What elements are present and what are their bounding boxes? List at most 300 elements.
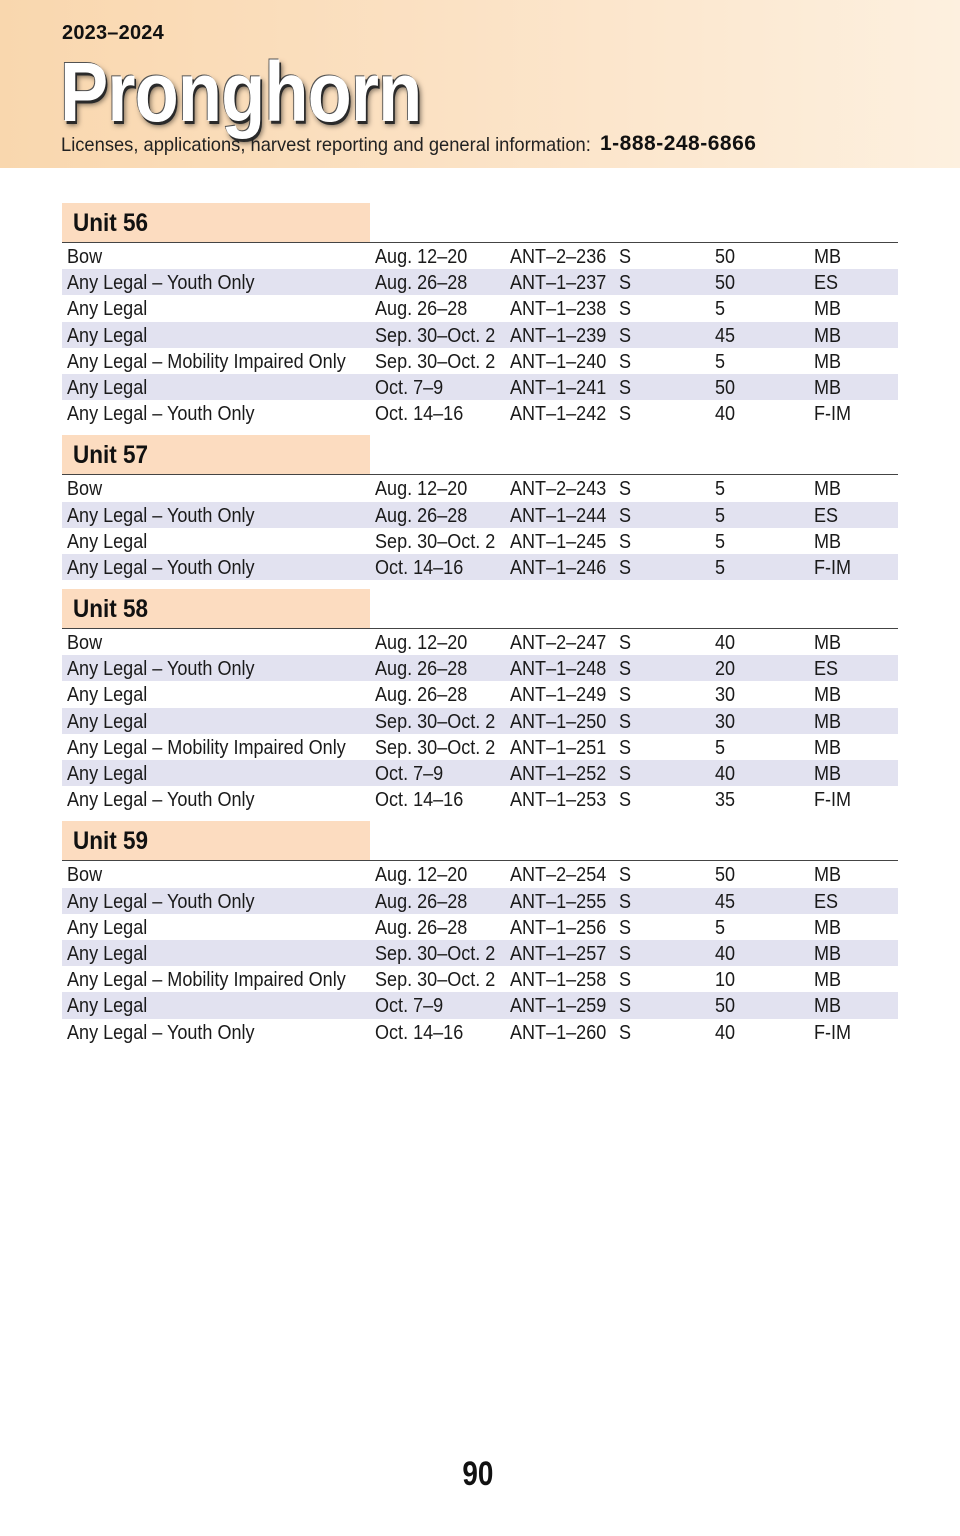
hunt-s-code-text: S [619, 657, 632, 681]
table-row [62, 554, 898, 580]
weapon-method-text: MB [814, 683, 842, 707]
hunt-code [510, 992, 619, 1019]
weapon-method-text: ES [814, 889, 839, 913]
hunt-dates [375, 400, 475, 427]
license-count [715, 348, 726, 375]
hunt-type [67, 348, 384, 375]
hunt-dates-text: Sep. 30–Oct. 2 [375, 968, 496, 992]
hunt-type-text: Any Legal – Youth Only [67, 1020, 255, 1044]
hunt-type-text: Any Legal – Youth Only [67, 555, 255, 579]
license-count-text: 5 [715, 529, 726, 553]
hunt-dates [375, 888, 480, 915]
hunt-dates-text: Aug. 26–28 [375, 271, 468, 295]
hunt-code [510, 554, 619, 581]
weapon-method [814, 400, 856, 427]
hunt-type [67, 888, 280, 915]
license-count-text: 30 [715, 683, 736, 707]
hunt-s-code [619, 734, 633, 761]
hunt-code [510, 348, 619, 375]
hunt-code-text: ANT–1–251 [510, 735, 607, 759]
hunt-type-text: Any Legal [67, 297, 148, 321]
hunt-type [67, 992, 158, 1019]
license-count-text: 10 [715, 968, 736, 992]
license-count-text: 5 [715, 297, 726, 321]
hunt-s-code [619, 888, 633, 915]
license-count-text: 50 [715, 863, 736, 887]
hunt-dates [375, 554, 475, 581]
hunt-dates [375, 629, 480, 656]
hunt-dates [375, 655, 480, 682]
weapon-method [814, 295, 845, 322]
hunt-type [67, 861, 107, 888]
license-count-text: 5 [715, 735, 726, 759]
hunt-code [510, 295, 619, 322]
hunt-dates-text: Aug. 26–28 [375, 915, 468, 939]
weapon-method-text: MB [814, 245, 842, 268]
hunt-code [510, 966, 619, 993]
license-count-text: 50 [715, 375, 736, 399]
license-count [715, 475, 726, 502]
hunt-type [67, 1019, 280, 1046]
license-count [715, 760, 738, 787]
weapon-method-text: MB [814, 349, 842, 373]
hunt-s-code-text: S [619, 968, 632, 992]
hunt-code-text: ANT–1–238 [510, 297, 607, 321]
hunt-type-text: Any Legal – Youth Only [67, 788, 255, 812]
table-row [62, 348, 898, 374]
hunt-type [67, 374, 158, 401]
hunt-code [510, 528, 619, 555]
hunt-code-text: ANT–1–256 [510, 915, 607, 939]
hunt-code [510, 708, 619, 735]
license-count [715, 295, 726, 322]
hunt-s-code [619, 475, 633, 502]
hunt-s-code [619, 1019, 633, 1046]
hunt-type-text: Any Legal – Youth Only [67, 889, 255, 913]
weapon-method [814, 966, 845, 993]
hunt-type-text: Bow [67, 631, 103, 655]
weapon-method [814, 940, 845, 967]
table-row [62, 708, 898, 734]
hunt-code [510, 655, 619, 682]
hunt-code [510, 786, 619, 813]
hunt-code [510, 322, 619, 349]
hunt-dates [375, 1019, 475, 1046]
hunt-tables [62, 203, 898, 1054]
unit-title [62, 821, 370, 860]
hunt-code [510, 914, 619, 941]
hunt-s-code-text: S [619, 529, 632, 553]
table-row [62, 295, 898, 321]
hunt-dates-text: Aug. 12–20 [375, 631, 468, 655]
table-row [62, 629, 898, 655]
season-label: 2023–2024 [62, 22, 164, 44]
weapon-method [814, 914, 845, 941]
hunt-dates [375, 992, 453, 1019]
hunt-type [67, 629, 107, 656]
hunt-code-text: ANT–1–246 [510, 555, 607, 579]
weapon-method-text: MB [814, 323, 842, 347]
license-count [715, 243, 738, 270]
hunt-code-text: ANT–1–239 [510, 323, 607, 347]
hunt-code [510, 243, 619, 270]
license-count [715, 655, 738, 682]
table-row [62, 861, 898, 887]
table-row [62, 269, 898, 295]
hunt-dates [375, 269, 480, 296]
hunt-dates [375, 861, 480, 888]
hunt-code [510, 475, 619, 502]
hunt-type [67, 734, 384, 761]
hunt-type [67, 966, 384, 993]
hunt-type-text: Any Legal [67, 994, 148, 1018]
hunt-type [67, 295, 158, 322]
license-count-text: 40 [715, 762, 736, 785]
weapon-method [814, 322, 845, 349]
hunt-dates [375, 322, 512, 349]
contact-label: Licenses, applications, harvest reporting and general information: [61, 134, 591, 156]
license-count-text: 40 [715, 402, 736, 426]
hunt-dates-text: Aug. 26–28 [375, 297, 468, 321]
hunt-type [67, 786, 280, 813]
hunt-dates-text: Oct. 14–16 [375, 402, 464, 426]
unit-header [62, 589, 898, 629]
license-count-text: 50 [715, 994, 736, 1018]
license-count-text: 20 [715, 657, 736, 681]
hunt-s-code-text: S [619, 941, 632, 965]
weapon-method [814, 554, 856, 581]
license-count [715, 966, 738, 993]
weapon-method-text: F-IM [814, 788, 852, 812]
table-row [62, 681, 898, 707]
hunt-dates-text: Aug. 12–20 [375, 245, 468, 268]
table-row [62, 888, 898, 914]
hunt-dates-text: Sep. 30–Oct. 2 [375, 529, 496, 553]
hunt-type-text: Any Legal [67, 709, 148, 733]
hunt-code-text: ANT–1–241 [510, 375, 607, 399]
hunt-code-text: ANT–1–259 [510, 994, 607, 1018]
weapon-method [814, 888, 841, 915]
hunt-dates-text: Aug. 12–20 [375, 863, 468, 887]
hunt-s-code [619, 992, 633, 1019]
hunt-type-text: Any Legal – Youth Only [67, 402, 255, 426]
table-row [62, 760, 898, 786]
hunt-s-code [619, 348, 633, 375]
phone-number: 1-888-248-6866 [600, 132, 757, 155]
weapon-method-text: MB [814, 735, 842, 759]
table-row [62, 940, 898, 966]
hunt-s-code-text: S [619, 555, 632, 579]
hunt-type-text: Any Legal – Youth Only [67, 503, 255, 527]
hunt-type-text: Bow [67, 245, 103, 268]
weapon-method [814, 475, 845, 502]
hunt-type [67, 681, 158, 708]
unit-title [62, 589, 370, 628]
hunt-dates-text: Sep. 30–Oct. 2 [375, 323, 496, 347]
hunt-type-text: Bow [67, 863, 103, 887]
hunt-dates-text: Aug. 26–28 [375, 657, 468, 681]
hunt-dates-text: Aug. 26–28 [375, 503, 468, 527]
hunt-code [510, 629, 619, 656]
license-count-text: 40 [715, 631, 736, 655]
hunt-dates-text: Oct. 7–9 [375, 994, 444, 1018]
hunt-s-code [619, 295, 633, 322]
unit-title [62, 203, 370, 242]
hunt-dates [375, 348, 512, 375]
weapon-method-text: MB [814, 631, 842, 655]
license-count-text: 30 [715, 709, 736, 733]
hunt-code-text: ANT–1–250 [510, 709, 607, 733]
hunt-dates [375, 914, 480, 941]
hunt-dates [375, 966, 512, 993]
page-number-text: 90 [462, 1455, 494, 1493]
hunt-s-code [619, 400, 633, 427]
hunt-type-text: Any Legal – Mobility Impaired Only [67, 968, 346, 992]
hunt-s-code [619, 322, 633, 349]
hunt-s-code-text: S [619, 297, 632, 321]
hunt-dates [375, 295, 480, 322]
weapon-method [814, 760, 845, 787]
table-row [62, 786, 898, 812]
weapon-method-text: MB [814, 863, 842, 887]
hunt-code [510, 861, 619, 888]
weapon-method-text: MB [814, 915, 842, 939]
hunt-dates [375, 708, 512, 735]
hunt-dates-text: Oct. 14–16 [375, 1020, 464, 1044]
hunt-dates [375, 734, 512, 761]
weapon-method-text: F-IM [814, 555, 852, 579]
hunt-type-text: Any Legal [67, 915, 148, 939]
hunt-code [510, 502, 619, 529]
hunt-code [510, 681, 619, 708]
hunt-dates-text: Sep. 30–Oct. 2 [375, 709, 496, 733]
license-count-text: 40 [715, 941, 736, 965]
hunt-s-code-text: S [619, 762, 632, 785]
hunt-dates-text: Oct. 14–16 [375, 555, 464, 579]
hunt-s-code [619, 655, 633, 682]
hunt-code-text: ANT–2–254 [510, 863, 607, 887]
weapon-method [814, 992, 845, 1019]
hunt-dates-text: Oct. 14–16 [375, 788, 464, 812]
hunt-dates [375, 940, 512, 967]
table-row [62, 734, 898, 760]
table-row [62, 502, 898, 528]
hunt-type-text: Any Legal – Mobility Impaired Only [67, 349, 346, 373]
unit-title [62, 435, 370, 474]
table-row [62, 1019, 898, 1045]
unit-table [62, 203, 898, 426]
unit-header [62, 821, 898, 861]
hunt-type [67, 502, 280, 529]
hunt-dates [375, 528, 512, 555]
weapon-method [814, 681, 845, 708]
hunt-s-code-text: S [619, 245, 632, 268]
license-count [715, 940, 738, 967]
weapon-method [814, 502, 841, 529]
license-count [715, 888, 738, 915]
hunt-s-code-text: S [619, 402, 632, 426]
license-count-text: 45 [715, 323, 736, 347]
table-row [62, 914, 898, 940]
hunt-dates-text: Sep. 30–Oct. 2 [375, 941, 496, 965]
hunt-s-code [619, 502, 633, 529]
license-count [715, 528, 726, 555]
hunt-type [67, 914, 158, 941]
hunt-dates [375, 374, 453, 401]
hunt-code-text: ANT–1–245 [510, 529, 607, 553]
hunt-dates-text: Oct. 7–9 [375, 762, 444, 785]
hunt-s-code [619, 966, 633, 993]
hunt-s-code [619, 528, 633, 555]
hunt-s-code-text: S [619, 735, 632, 759]
hunt-code-text: ANT–2–236 [510, 245, 607, 268]
hunt-type-text: Any Legal [67, 683, 148, 707]
hunt-dates [375, 475, 480, 502]
hunt-code [510, 888, 619, 915]
hunt-code-text: ANT–1–249 [510, 683, 607, 707]
hunt-type [67, 475, 107, 502]
hunt-code-text: ANT–1–248 [510, 657, 607, 681]
hunt-dates [375, 760, 453, 787]
weapon-method [814, 1019, 856, 1046]
hunt-s-code [619, 786, 633, 813]
hunt-dates-text: Sep. 30–Oct. 2 [375, 349, 496, 373]
hunt-type [67, 760, 158, 787]
unit-header [62, 203, 898, 243]
license-count [715, 681, 738, 708]
license-count-text: 50 [715, 245, 736, 268]
page-number [0, 1455, 956, 1494]
hunt-type-text: Any Legal [67, 375, 148, 399]
hunt-code [510, 940, 619, 967]
weapon-method-text: MB [814, 477, 842, 501]
weapon-method [814, 243, 845, 270]
hunt-s-code-text: S [619, 863, 632, 887]
hunt-code [510, 734, 619, 761]
hunt-type-text: Any Legal – Youth Only [67, 271, 255, 295]
hunt-dates-text: Oct. 7–9 [375, 375, 444, 399]
license-count [715, 269, 738, 296]
hunt-s-code-text: S [619, 1020, 632, 1044]
license-count [715, 502, 726, 529]
weapon-method [814, 655, 841, 682]
hunt-dates [375, 681, 480, 708]
hunt-type [67, 243, 107, 270]
table-row [62, 655, 898, 681]
hunt-dates-text: Sep. 30–Oct. 2 [375, 735, 496, 759]
hunt-type-text: Any Legal [67, 323, 148, 347]
license-count-text: 5 [715, 503, 726, 527]
unit-table [62, 435, 898, 580]
hunt-code-text: ANT–2–243 [510, 477, 607, 501]
hunt-code-text: ANT–1–244 [510, 503, 607, 527]
hunt-type-text: Any Legal [67, 762, 148, 785]
hunt-s-code [619, 629, 633, 656]
hunt-type [67, 554, 280, 581]
table-row [62, 243, 898, 269]
weapon-method-text: MB [814, 941, 842, 965]
hunt-type [67, 322, 158, 349]
hunt-dates [375, 786, 475, 813]
license-count [715, 914, 726, 941]
unit-title-text: Unit 56 [73, 209, 149, 237]
license-count-text: 45 [715, 889, 736, 913]
hunt-type [67, 708, 158, 735]
hunt-code [510, 760, 619, 787]
license-count-text: 35 [715, 788, 736, 812]
weapon-method-text: F-IM [814, 1020, 852, 1044]
hunt-code-text: ANT–2–247 [510, 631, 607, 655]
hunt-code-text: ANT–1–252 [510, 762, 607, 785]
license-count-text: 5 [715, 349, 726, 373]
unit-title-text: Unit 58 [73, 595, 149, 624]
weapon-method [814, 269, 841, 296]
hunt-s-code-text: S [619, 323, 632, 347]
hunt-type [67, 528, 158, 555]
unit-header [62, 435, 898, 475]
hunt-s-code-text: S [619, 477, 632, 501]
hunt-s-code [619, 940, 633, 967]
license-count [715, 992, 738, 1019]
unit-table [62, 821, 898, 1044]
license-count [715, 322, 738, 349]
hunt-s-code-text: S [619, 994, 632, 1018]
table-row [62, 322, 898, 348]
hunt-s-code [619, 269, 633, 296]
table-row [62, 966, 898, 992]
weapon-method-text: ES [814, 503, 839, 527]
license-count-text: 5 [715, 915, 726, 939]
hunt-type [67, 655, 280, 682]
weapon-method [814, 528, 845, 555]
hunt-code [510, 400, 619, 427]
hunt-type [67, 269, 280, 296]
hunt-code-text: ANT–1–240 [510, 349, 607, 373]
table-row [62, 400, 898, 426]
license-count [715, 861, 738, 888]
table-row [62, 528, 898, 554]
weapon-method-text: MB [814, 762, 842, 785]
page-title: Pronghorn [60, 45, 422, 139]
hunt-code-text: ANT–1–255 [510, 889, 607, 913]
license-count-text: 50 [715, 271, 736, 295]
hunt-s-code [619, 708, 633, 735]
hunt-s-code [619, 861, 633, 888]
hunt-code-text: ANT–1–258 [510, 968, 607, 992]
unit-table [62, 589, 898, 812]
hunt-code-text: ANT–1–242 [510, 402, 607, 426]
license-count [715, 554, 726, 581]
page-header [0, 0, 960, 168]
weapon-method-text: MB [814, 968, 842, 992]
hunt-s-code-text: S [619, 889, 632, 913]
license-count [715, 400, 738, 427]
hunt-s-code-text: S [619, 683, 632, 707]
hunt-code-text: ANT–1–237 [510, 271, 607, 295]
hunt-s-code-text: S [619, 788, 632, 812]
unit-title-text: Unit 59 [73, 827, 149, 856]
hunt-dates [375, 502, 480, 529]
license-count [715, 629, 738, 656]
weapon-method [814, 708, 845, 735]
hunt-s-code [619, 914, 633, 941]
weapon-method-text: ES [814, 271, 839, 295]
hunt-code [510, 269, 619, 296]
license-count [715, 734, 726, 761]
hunt-type [67, 400, 280, 427]
license-count [715, 374, 738, 401]
hunt-dates-text: Aug. 12–20 [375, 477, 468, 501]
